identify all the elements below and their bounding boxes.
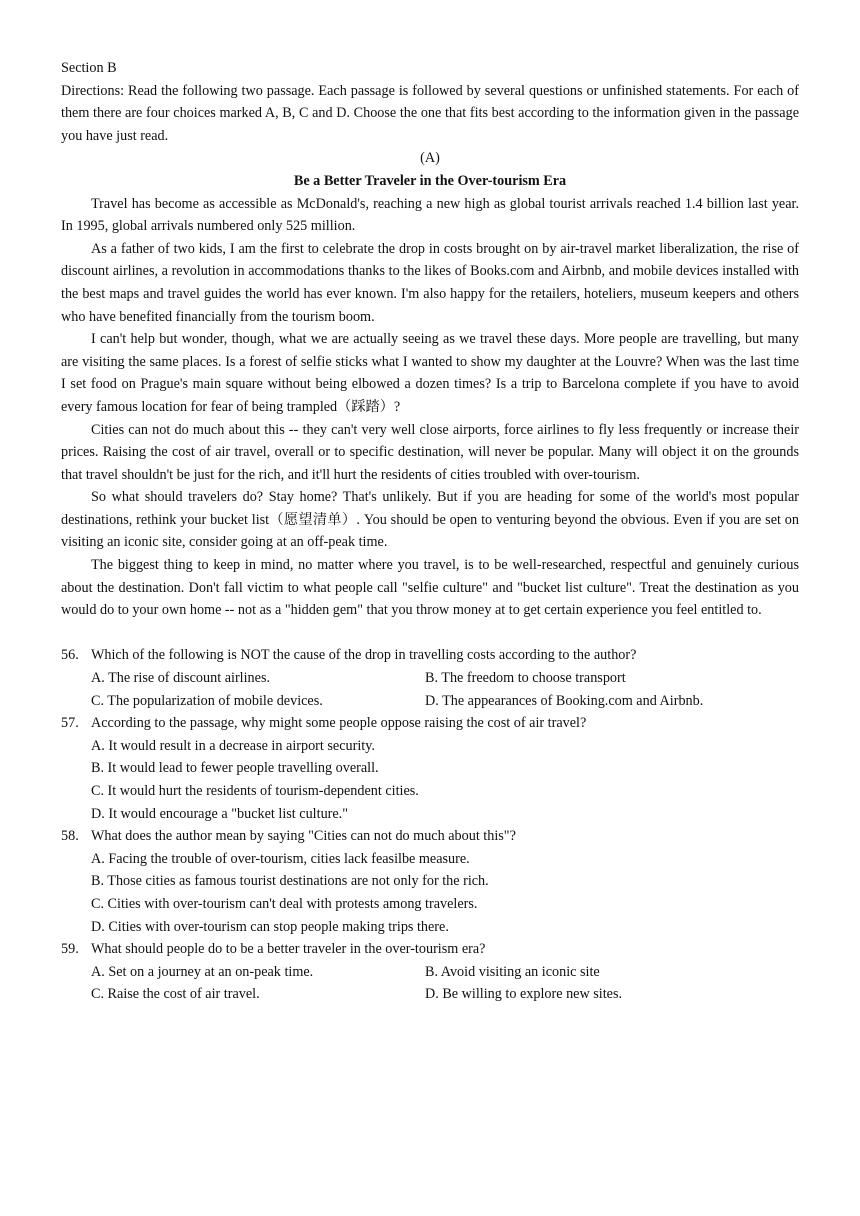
option-d: D. It would encourage a "bucket list culture." xyxy=(91,805,349,822)
question-57 xyxy=(61,712,799,825)
option-b: B. Avoid visiting an iconic site xyxy=(425,963,600,980)
question-text: What should people do to be a better traveler in the over-tourism era? xyxy=(91,941,486,958)
option-c: C. Cities with over-tourism can't deal with protests among travelers. xyxy=(91,895,478,912)
passage-paragraph: So what should travelers do? Stay home? That's unlikely. But if you are heading for some of the world's most popular destinations, rethink your bucket list（愿望清单）. You should be open to venturing beyond the obvious. Even if you are set on visiting an iconic site, consider going at an off-peak time. xyxy=(61,489,799,551)
option-b: B. The freedom to choose transport xyxy=(425,670,626,687)
option-d: D. The appearances of Booking.com and Airbnb. xyxy=(425,692,704,709)
passage-paragraph: I can't help but wonder, though, what we are actually seeing as we travel these days. More people are travelling, but many are visiting the same places. Is a forest of selfie sticks what I wanted to show my daughter at the Louvre? When was the last time I set food on Prague's main square without being elbowed a dozen times? Is a trip to Barcelona complete if you have to avoid every famous location for fear of being trampled（踩踏）? xyxy=(61,331,799,415)
passage-title: Be a Better Traveler in the Over-tourism Era xyxy=(293,172,567,189)
passage-paragraph: The biggest thing to keep in mind, no matter where you travel, is to be well-researched, respectful and genuinely curious about the destination. Don't fall victim to what people call "selfie culture" and "bucket list culture". Treat the destination as you would do to your own home -- not as a "hidden gem" that you throw money at to get certain experience you feel entitled to. xyxy=(61,557,799,619)
spacer xyxy=(61,622,799,645)
passage-paragraph: As a father of two kids, I am the first to celebrate the drop in costs brought on by air-travel market liberalization, the rise of discount airlines, a revolution in accommodations thanks to the likes of Books.com and Airbnb, and mobile devices installed with the best maps and travel guides the world has ever known. I'm also happy for the retailers, hoteliers, museum keepers and others who have benefited financially from the tourism boom. xyxy=(61,240,799,325)
question-58 xyxy=(61,825,799,938)
option-a: A. It would result in a decrease in airport security. xyxy=(91,737,375,754)
exam-page xyxy=(61,57,799,1006)
question-text: According to the passage, why might some people oppose raising the cost of air travel? xyxy=(91,715,587,732)
question-number: 58. xyxy=(61,828,79,845)
option-c: C. Raise the cost of air travel. xyxy=(91,986,260,1003)
option-c: C. The popularization of mobile devices. xyxy=(91,692,323,709)
passage-paragraph: Travel has become as accessible as McDonald's, reaching a new high as global tourist arrivals reached 1.4 billion last year. In 1995, global arrivals numbered only 525 million. xyxy=(61,195,799,235)
option-a: A. Facing the trouble of over-tourism, cities lack feasilbe measure. xyxy=(91,850,470,867)
question-number: 57. xyxy=(61,715,79,732)
question-number: 56. xyxy=(61,647,79,664)
passage-paragraph: Cities can not do much about this -- they can't very well close airports, force airlines to fly less frequently or increase their prices. Raising the cost of air travel, overall or to specific destination, will never be popular. Many will object it on the grounds that travel shouldn't be just for the rich, and it'll hurt the residents of cities troubled with over-tourism. xyxy=(61,421,799,483)
option-a: A. The rise of discount airlines. xyxy=(91,670,271,687)
option-c: C. It would hurt the residents of tourism-dependent cities. xyxy=(91,783,419,799)
question-56 xyxy=(61,644,799,712)
question-text: What does the author mean by saying "Cities can not do much about this"? xyxy=(91,828,516,845)
option-d: D. Be willing to explore new sites. xyxy=(425,986,623,1003)
passage-label: (A) xyxy=(420,150,440,167)
section-heading: Section B xyxy=(61,60,117,76)
option-b: B. It would lead to fewer people travelling overall. xyxy=(91,760,379,777)
directions-text: Directions: Read the following two passage. Each passage is followed by several questions or unfinished statements. For each of them there are four choices marked A, B, C and D. Choose the one that fits best according to the information given in the passage you have just read. xyxy=(61,82,799,144)
option-a: A. Set on a journey at an on-peak time. xyxy=(91,963,314,980)
option-d: D. Cities with over-tourism can stop people making trips there. xyxy=(91,918,449,935)
question-text: Which of the following is NOT the cause of the drop in travelling costs according to the author? xyxy=(91,647,637,664)
option-b: B. Those cities as famous tourist destinations are not only for the rich. xyxy=(91,873,489,890)
question-number: 59. xyxy=(61,941,79,958)
question-59 xyxy=(61,938,799,1006)
